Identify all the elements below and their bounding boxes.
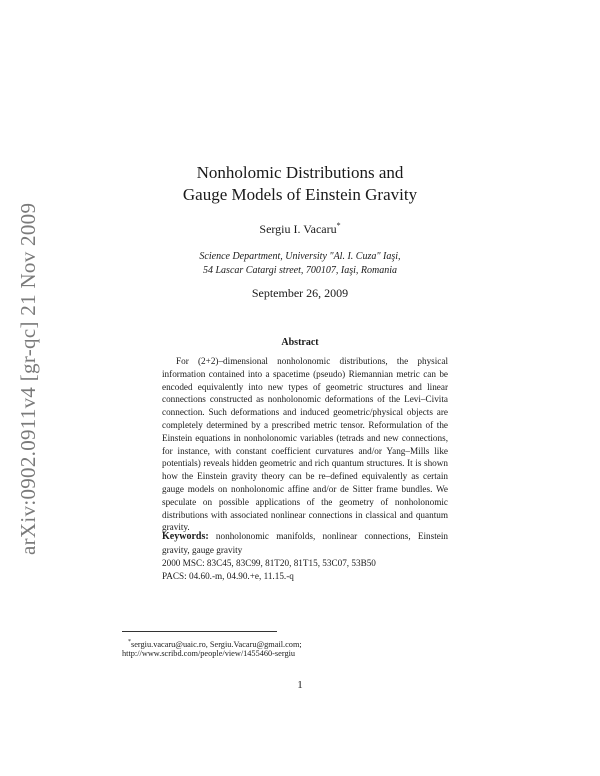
paper-title-line-1: Nonholomic Distributions and xyxy=(196,163,404,182)
footnote-divider xyxy=(122,631,277,632)
footnote-mark: * xyxy=(128,639,131,645)
arxiv-identifier-stamp: arXiv:0902.0911v4 [gr-qc] 21 Nov 2009 xyxy=(16,202,40,555)
keywords xyxy=(162,530,448,557)
page-number: 1 xyxy=(297,679,303,691)
keywords-label: Keywords: xyxy=(162,531,209,542)
footnote-emails: sergiu.vacaru@uaic.ro, Sergiu.Vacaru@gmail.com; xyxy=(131,639,302,649)
publication-date: September 26, 2009 xyxy=(251,286,349,300)
msc-classification: 2000 MSC: 83C45, 83C99, 81T20, 81T15, 53C07, 53B50 xyxy=(162,558,376,568)
abstract-heading: Abstract xyxy=(281,337,319,348)
paper-title-line-2: Gauge Models of Einstein Gravity xyxy=(182,185,418,204)
footnote-url: http://www.scribd.com/people/view/1455460-sergiu xyxy=(122,649,296,658)
affiliation-line-2: 54 Lascar Catargi street, 700107, Iaşi, Romania xyxy=(203,265,397,276)
author-footnote-mark: * xyxy=(336,221,341,230)
affiliation-line-1: Science Department, University "Al. I. Cuza" Iaşi, xyxy=(199,251,401,262)
author-name: Sergiu I. Vacaru xyxy=(259,222,337,236)
author xyxy=(100,221,500,237)
keywords-text: nonholonomic manifolds, nonlinear connections, Einstein gravity, gauge gravity xyxy=(162,531,449,555)
pacs-classification: PACS: 04.60.-m, 04.90.+e, 11.15.-q xyxy=(162,571,294,581)
abstract-body: For (2+2)–dimensional nonholonomic distributions, the physical information contained into a spacetime (pseudo) Riemannian metric can be encoded equivalently into new types of geometric structures and linear connections constructed as nonholonomic deformations of the Levi–Civita connection. Such deformations and induced geometric/physical objects are completely determined by a prescribed metric tensor. Reformulation of the Einstein equations in nonholonomic variables (tetrads and new connections, for instance, with constant coefficient curvatures and/or Yang–Mills like potentials) reveals hidden geometric and rich quantum structures. It is shown how the Einstein gravity theory can be re–defined equivalently as certain gauge models on nonholonomic affine and/or de Sitter frame bundles. We speculate on possible applications of the geometry of nonholonomic distributions with associated nonlinear connections in classical and quantum gravity. xyxy=(162,356,448,533)
